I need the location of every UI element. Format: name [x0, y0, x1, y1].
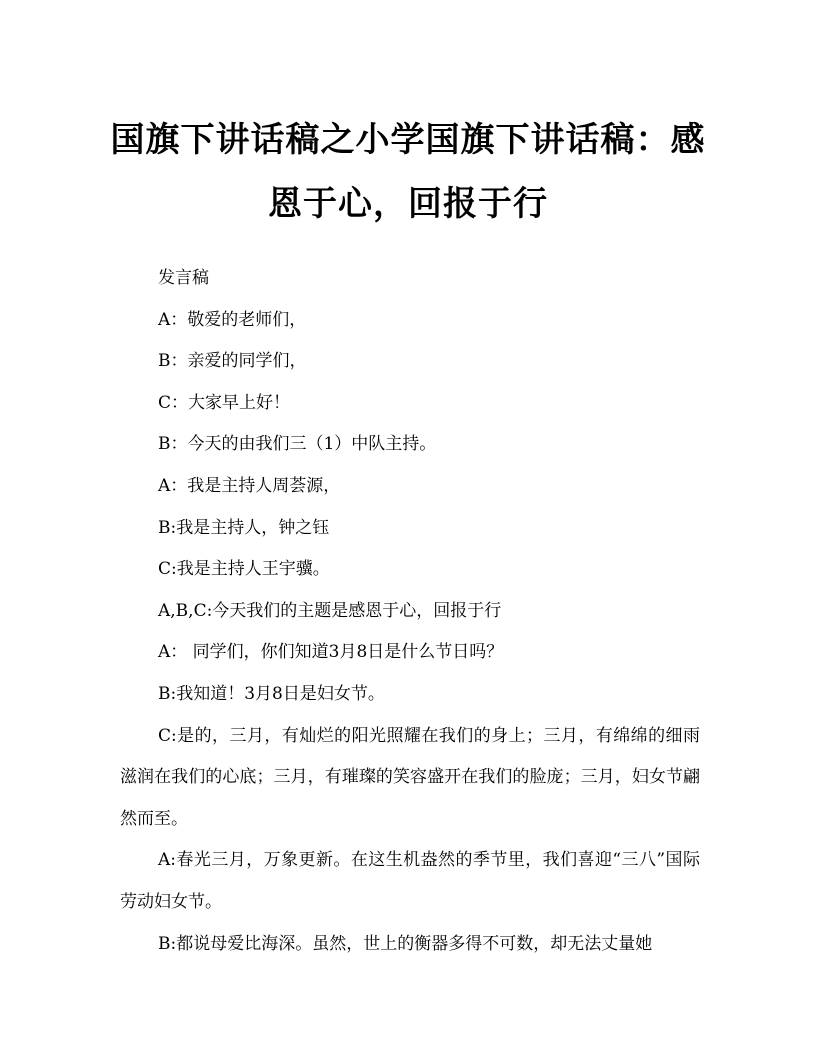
paragraph: 发言稿 — [158, 268, 209, 288]
paragraph: A,B,C:今天我们的主题是感恩于心，回报于行 — [158, 600, 502, 621]
paragraph: C：大家早上好！ — [158, 392, 291, 413]
paragraph: A:春光三月，万象更新。在这生机盎然的季节里，我们喜迎“三八”国际劳动妇女节。 — [120, 850, 700, 912]
paragraph: A： 同学们，你们知道3月8日是什么节日吗？ — [158, 642, 504, 663]
paragraph: A：敬爱的老师们， — [158, 309, 307, 330]
document-body — [120, 258, 700, 965]
paragraph: A：我是主持人周荟源， — [158, 475, 341, 496]
paragraph: B：亲爱的同学们， — [158, 351, 307, 372]
paragraph: B:都说母爱比海深。虽然，世上的衡器多得不可数，却无法丈量她 — [158, 933, 653, 954]
paragraph: B:我知道！3月8日是妇女节。 — [158, 683, 385, 704]
paragraph: B：今天的由我们三（1）中队主持。 — [158, 434, 437, 455]
document-title: 国旗下讲话稿之小学国旗下讲话稿：感恩于心，回报于行 — [110, 120, 706, 224]
paragraph: B:我是主持人，钟之钰 — [158, 517, 330, 538]
paragraph: C:是的，三月，有灿烂的阳光照耀在我们的身上；三月，有绵绵的细雨滋润在我们的心底；三月，有璀璨的笑容盛开在我们的脸庞；三月，妇女节翩然而至。 — [120, 725, 700, 829]
paragraph: C:我是主持人王宇骥。 — [158, 559, 330, 580]
